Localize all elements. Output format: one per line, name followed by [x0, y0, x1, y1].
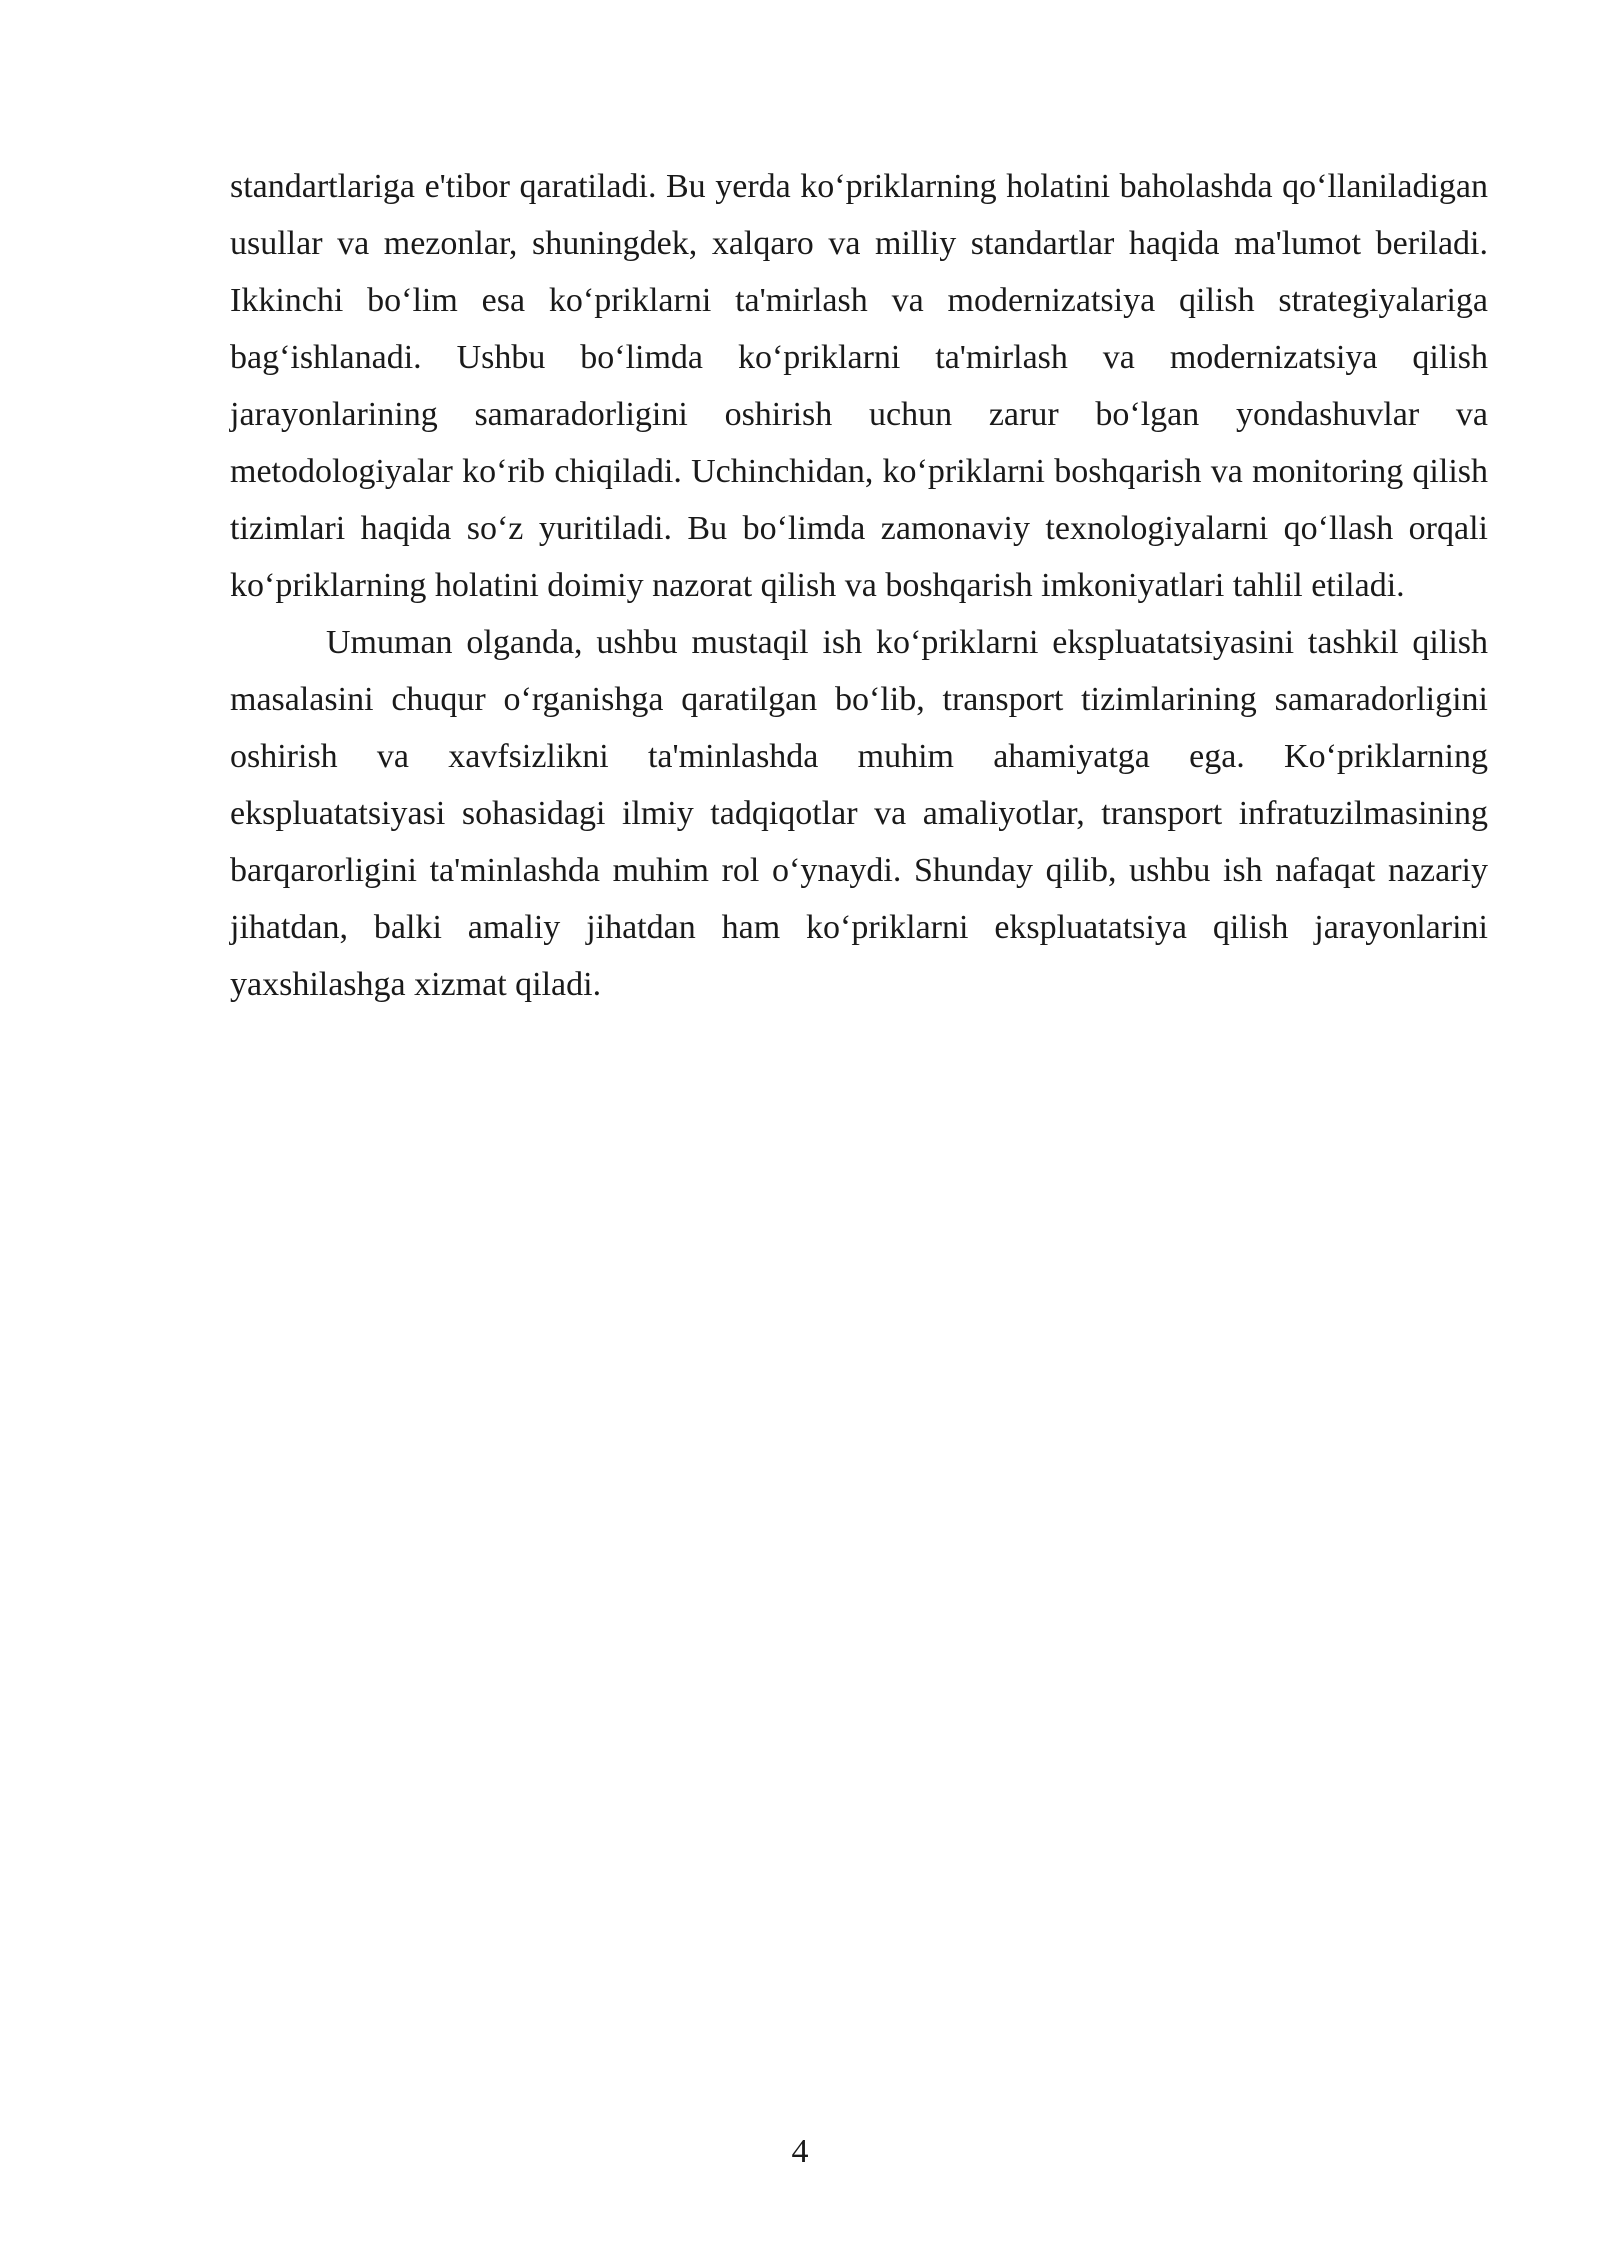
paragraph-summary: Umuman olganda, ushbu mustaqil ish ko‘priklarni ekspluatatsiyasini tashkil qilish masalasini chuqur o‘rganishga qaratilgan bo‘lib, transport tizimlarining samaradorligini oshirish va xavfsizlikni ta'minlashda muhim ahamiyatga ega. Ko‘priklarning ekspluatatsiyasi sohasidagi ilmiy tadqiqotlar va amaliyotlar, transport infratuzilmasining barqarorligini ta'minlashda muhim rol o‘ynaydi. Shunday qilib, ushbu ish nafaqat nazariy jihatdan, balki amaliy jihatdan ham ko‘priklarni ekspluatatsiya qilish jarayonlarini yaxshilashga xizmat qiladi. [230, 624, 1488, 1003]
page-number: 4 [791, 2133, 809, 2170]
paragraph-continuation: standartlariga e'tibor qaratiladi. Bu yerda ko‘priklarning holatini baholashda qo‘llaniladigan usullar va mezonlar, shuningdek, xalqaro va milliy standartlar haqida ma'lumot beriladi. Ikkinchi bo‘lim esa ko‘priklarni ta'mirlash va modernizatsiya qilish strategiyalariga bag‘ishlanadi. Ushbu bo‘limda ko‘priklarni ta'mirlash va modernizatsiya qilish jarayonlarining samaradorligini oshirish uchun zarur bo‘lgan yondashuvlar va metodologiyalar ko‘rib chiqiladi. Uchinchidan, ko‘priklarni boshqarish va monitoring qilish tizimlari haqida so‘z yuritiladi. Bu bo‘limda zamonaviy texnologiyalarni qo‘llash orqali ko‘priklarning holatini doimiy nazorat qilish va boshqarish imkoniyatlari tahlil etiladi. [230, 168, 1488, 604]
body-text [230, 158, 1488, 1013]
